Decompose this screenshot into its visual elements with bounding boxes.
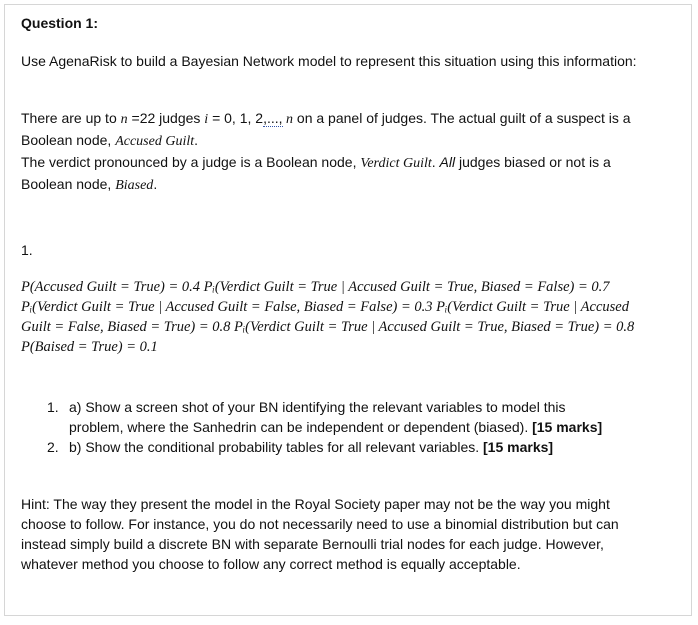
accused-guilt-term: Accused Guilt (115, 134, 195, 149)
task-item-a (47, 397, 617, 437)
task-text (69, 437, 617, 457)
intro-paragraph: Use AgenaRisk to build a Bayesian Network model to represent this situation using this information: (21, 53, 637, 69)
para-text-d: on a panel of judges. The actual guilt of a suspect is a Boolean node, (21, 110, 631, 148)
math-n2: n (282, 112, 294, 127)
para-text-b: =22 judges (127, 110, 205, 126)
task-text (69, 397, 617, 437)
task-marker: 2. (47, 439, 59, 455)
task-item-b (47, 437, 617, 457)
task-a-marks: [15 marks] (532, 419, 603, 435)
para-text-c: = 0, 1, 2 (208, 110, 264, 126)
task-b-marks: [15 marks] (483, 439, 554, 455)
task-list (47, 397, 617, 457)
task-b-text: b) Show the conditional probability tables for all relevant variables. (69, 439, 484, 455)
list-number: 1. (21, 242, 33, 258)
math-n: n (120, 112, 128, 127)
probability-formulas: P(Accused Guilt = True) = 0.4 Pᵢ(Verdict Guilt = True | Accused Guilt = True, Biased = False) = 0.7 Pᵢ(Verdict Guilt = True | Accused Guilt = False, Biased = False) = 0.3 Pᵢ(Verdict Guilt = True | Accused Guilt = False, Biased = True) = 0.8 Pᵢ(Verdict Guilt = True | Accused Guilt = True, Biased = True) = 0.8 P(Baised = True) = 0.1 (21, 279, 635, 355)
biased-term: Biased (115, 178, 154, 193)
para-text-k: . (153, 176, 158, 192)
math-i: i (204, 112, 209, 127)
question-heading: Question 1: (21, 15, 99, 31)
para-text-a: There are up to (21, 110, 121, 126)
para-text-f: The verdict pronounced by a judge is a Boolean node, (21, 154, 361, 170)
hint-paragraph: Hint: The way they present the model in the Royal Society paper may not be the way you might choose to follow. For instance, you do not necessarily need to use a binomial distribution but can instead simply build a discrete BN with separate Bernoulli trial nodes for each judge. However, whatever method you choose to follow any correct method is equally acceptable. (21, 496, 619, 572)
para-text-h: judges biased or not is a Boolean node, (21, 154, 611, 192)
situation-paragraph (21, 108, 641, 196)
task-a-text: a) Show a screen shot of your BN identifying the relevant variables to model this problem, where the Sanhedrin can be independent or dependent (biased). (69, 399, 566, 435)
verdict-guilt-term: Verdict Guilt (360, 156, 432, 171)
para-text-g: . (431, 154, 440, 170)
all-emphasis: All (439, 154, 456, 170)
dots-marker: ,..., (263, 110, 283, 126)
task-marker: 1. (47, 399, 59, 415)
para-text-e: . (194, 132, 199, 148)
